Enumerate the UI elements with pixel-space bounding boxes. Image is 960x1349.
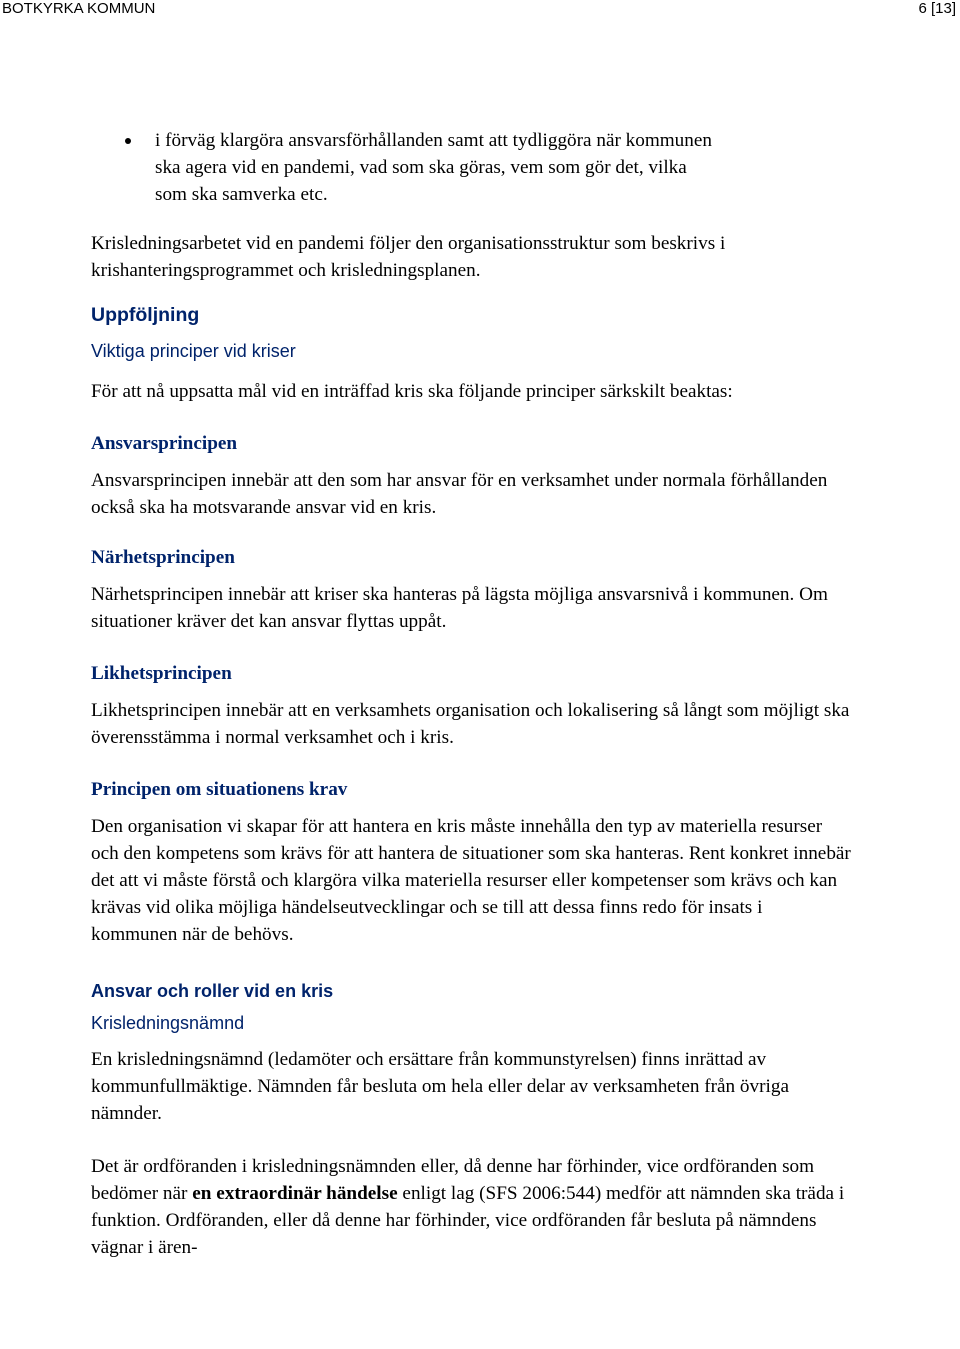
section-heading-ansvar: Ansvar och roller vid en kris: [91, 981, 334, 1001]
paragraph-text: enligt lag (SFS 2006:544) medför att nämnden ska träda i funktion. Ordföranden, eller då denne har förhinder, vice ordföranden får besluta på nämndens vägnar i ären-: [91, 1183, 845, 1258]
ansvar-paragraph-2: [91, 1153, 851, 1261]
principle-heading: Ansvarsprincipen: [91, 433, 238, 454]
principle-text: Likhetsprincipen innebär att en verksamhets organisation och lokalisering så långt som möjligt ska överensstämma i normal verksamhet och i kris.: [91, 700, 850, 748]
subheading-krisledningsnamnd: Krisledningsnämnd: [91, 1013, 245, 1033]
ansvar-paragraph-1: En krisledningsnämnd (ledamöter och ersättare från kommunstyrelsen) finns inrättad av kommunfullmäktige. Nämnden får besluta om hela eller delar av verksamheten från övriga nämnder.: [91, 1049, 789, 1124]
subheading-viktiga-principer: Viktiga principer vid kriser: [91, 341, 296, 361]
principle-text: Den organisation vi skapar för att hantera en kris måste innehålla den typ av materiella resurser och den kompetens som krävs för att hantera de situationer som ska hanteras. Rent konkret innebär det att vi måste förstå och klargöra vilka materiella resurser eller kompetenser som krävs och kan krävas vid olika möjliga händelseutvecklingar och se till att dessa finns redo för insats i kommunen när de behövs.: [91, 816, 851, 945]
section-heading-uppfoljning: Uppföljning: [91, 304, 200, 326]
paragraph-text: Det är ordföranden i krisledningsnämnden eller, då denne har förhinder, vice ordföranden som bedömer när: [91, 1156, 815, 1204]
principle-heading: Närhetsprincipen: [91, 547, 235, 568]
bullet-text: i förväg klargöra ansvarsförhållanden samt att tydliggöra när kommunen ska agera vid en pandemi, vad som ska göras, vem som gör det, vilka som ska samverka etc.: [155, 130, 712, 205]
bullet-list-item: [91, 127, 851, 208]
principle-heading: Likhetsprincipen: [91, 663, 232, 684]
bullet-icon: [125, 138, 131, 144]
page-header: [0, 0, 960, 18]
principle-text: Ansvarsprincipen innebär att den som har ansvar för en verksamhet under normala förhållanden också ska ha motsvarande ansvar vid en kris.: [91, 470, 828, 518]
document-body: [91, 127, 851, 1261]
page-number: 6 [13]: [918, 0, 956, 17]
intro-paragraph: Krisledningsarbetet vid en pandemi följer den organisationsstruktur som beskrivs i krishanteringsprogrammet och krisledningsplanen.: [91, 233, 726, 281]
principles-intro-paragraph: För att nå uppsatta mål vid en inträffad kris ska följande principer särkskilt beaktas:: [91, 381, 733, 402]
emphasized-term: en extraordinär händelse: [192, 1183, 398, 1204]
principle-heading: Principen om situationens krav: [91, 779, 348, 800]
organization-name: BOTKYRKA KOMMUN: [2, 0, 156, 17]
principle-text: Närhetsprincipen innebär att kriser ska hanteras på lägsta möjliga ansvarsnivå i kommunen. Om situationer kräver det kan ansvar flyttas uppåt.: [91, 584, 828, 632]
